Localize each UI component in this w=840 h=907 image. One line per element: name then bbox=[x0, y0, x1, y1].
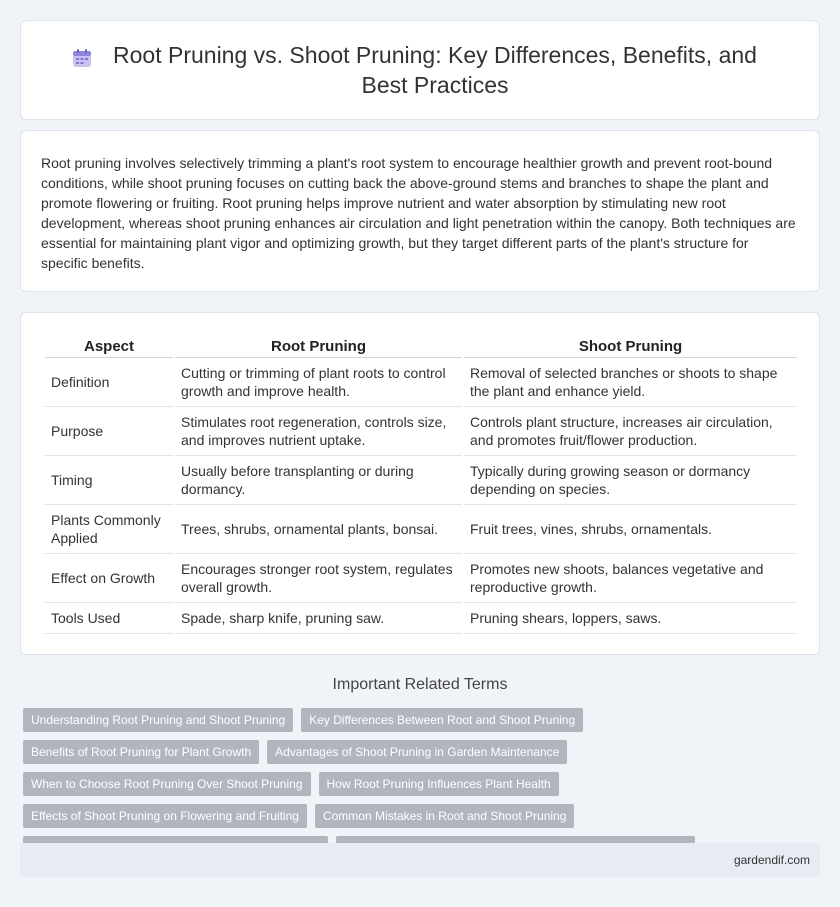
row-shoot-value: Controls plant structure, increases air circulation, and promotes fruit/flower production. bbox=[464, 407, 797, 456]
table-row bbox=[45, 407, 797, 456]
row-aspect: Plants Commonly Applied bbox=[45, 505, 173, 554]
column-header-root-pruning: Root Pruning bbox=[175, 335, 462, 358]
related-term-link[interactable]: Benefits of Root Pruning for Plant Growth bbox=[23, 740, 259, 764]
row-aspect: Tools Used bbox=[45, 603, 173, 634]
row-root-value: Spade, sharp knife, pruning saw. bbox=[175, 603, 462, 634]
column-header-aspect: Aspect bbox=[45, 335, 173, 358]
table-row bbox=[45, 603, 797, 634]
table-row bbox=[45, 358, 797, 407]
comparison-table bbox=[43, 335, 799, 634]
row-shoot-value: Fruit trees, vines, shrubs, ornamentals. bbox=[464, 505, 797, 554]
row-root-value: Cutting or trimming of plant roots to control growth and improve health. bbox=[175, 358, 462, 407]
column-header-shoot-pruning: Shoot Pruning bbox=[464, 335, 797, 358]
table-row bbox=[45, 554, 797, 603]
table-row bbox=[45, 505, 797, 554]
row-root-value: Trees, shrubs, ornamental plants, bonsai. bbox=[175, 505, 462, 554]
comparison-card bbox=[20, 312, 820, 655]
row-aspect: Definition bbox=[45, 358, 173, 407]
related-terms-title: Important Related Terms bbox=[332, 676, 508, 693]
row-root-value: Stimulates root regeneration, controls size, and improves nutrient uptake. bbox=[175, 407, 462, 456]
header-card bbox=[20, 20, 820, 120]
related-term-link[interactable]: Advantages of Shoot Pruning in Garden Maintenance bbox=[267, 740, 567, 764]
row-aspect: Purpose bbox=[45, 407, 173, 456]
related-term-link[interactable]: Effects of Shoot Pruning on Flowering and Fruiting bbox=[23, 804, 307, 828]
row-shoot-value: Pruning shears, loppers, saws. bbox=[464, 603, 797, 634]
row-shoot-value: Removal of selected branches or shoots to shape the plant and enhance yield. bbox=[464, 358, 797, 407]
footer bbox=[20, 843, 820, 877]
row-aspect: Timing bbox=[45, 456, 173, 505]
intro-paragraph: Root pruning involves selectively trimming a plant's root system to encourage healthier growth and prevent root-bound conditions, while shoot pruning focuses on cutting back the above-ground stems and branches to shape the plant and promote flowering or fruiting. Root pruning helps improve nutrient and water absorption by stimulating new root development, whereas shoot pruning enhances air circulation and light penetration within the canopy. Both techniques are essential for maintaining plant vigor and optimizing growth, but they target different parts of the plant's structure for specific benefits. bbox=[41, 155, 796, 271]
page-title: Root Pruning vs. Shoot Pruning: Key Differences, Benefits, and Best Practices bbox=[113, 42, 757, 98]
intro-card bbox=[20, 130, 820, 292]
row-root-value: Usually before transplanting or during dormancy. bbox=[175, 456, 462, 505]
table-header-row bbox=[45, 335, 797, 358]
related-term-link[interactable]: Understanding Root Pruning and Shoot Pruning bbox=[23, 708, 293, 732]
footer-site-link[interactable]: gardendif.com bbox=[733, 853, 810, 867]
related-term-link[interactable]: Key Differences Between Root and Shoot Pruning bbox=[301, 708, 583, 732]
related-term-link[interactable]: When to Choose Root Pruning Over Shoot Pruning bbox=[23, 772, 311, 796]
calendar-icon bbox=[71, 47, 93, 69]
table-row bbox=[45, 456, 797, 505]
related-terms-list bbox=[23, 708, 823, 860]
row-shoot-value: Promotes new shoots, balances vegetative and reproductive growth. bbox=[464, 554, 797, 603]
row-aspect: Effect on Growth bbox=[45, 554, 173, 603]
row-root-value: Encourages stronger root system, regulates overall growth. bbox=[175, 554, 462, 603]
related-term-link[interactable]: How Root Pruning Influences Plant Health bbox=[319, 772, 559, 796]
related-term-link[interactable]: Common Mistakes in Root and Shoot Pruning bbox=[315, 804, 574, 828]
row-shoot-value: Typically during growing season or dormancy depending on species. bbox=[464, 456, 797, 505]
